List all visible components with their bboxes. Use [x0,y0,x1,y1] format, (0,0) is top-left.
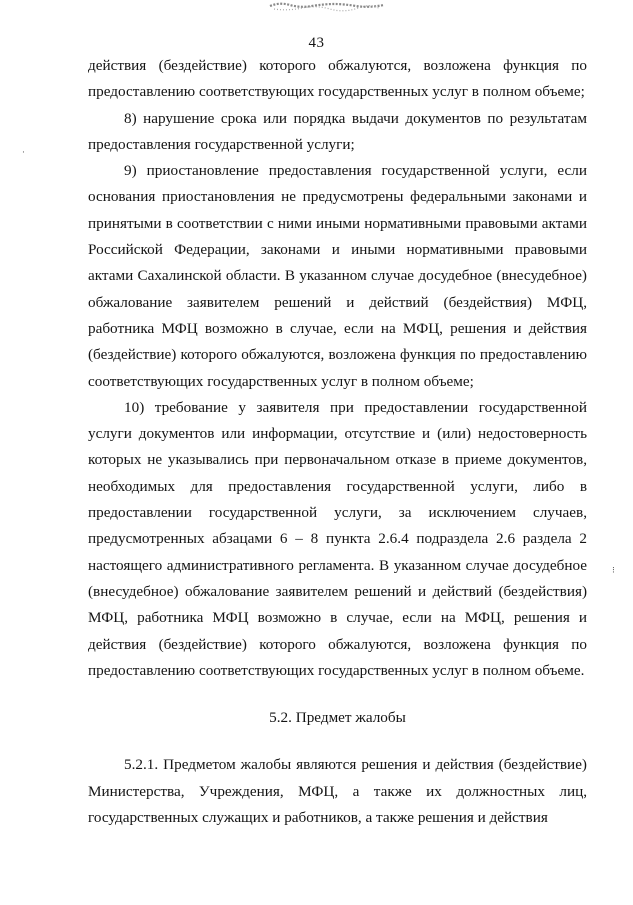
paragraph-item-9: 9) приостановление предоставления государственной услуги, если основания приостановления не предусмотрены федеральными законами и принятыми в соответствии с ними иными нормативными правовыми актами Российской Федерации, законами и иными нормативными правовыми актами Сахалинской области. В указанном случае досудебное (внесудебное) обжалование заявителем решений и действий (бездействия) МФЦ, работника МФЦ возможно в случае, если на МФЦ, решения и действия (бездействие) которого обжалуются, возложена функция по предоставлению соответствующих государственных услуг в полном объеме; [88,162,587,390]
paragraph-item-10: 10) требование у заявителя при предоставлении государственной услуги документов или информации, отсутствие и (или) недостоверность которых не указывались при первоначальном отказе в приеме документов, необходимых для предоставления государственной услуги, либо в предоставлении государственной услуги, за исключением случаев, предусмотренных абзацами 6 – 8 пункта 2.6.4 подраздела 2.6 раздела 2 настоящего административного регламента. В указанном случае досудебное (внесудебное) обжалование заявителем решений и действий (бездействия) МФЦ, работника МФЦ возможно в случае, если на МФЦ, решения и действия (бездействие) которого обжалуются, возложена функция по предоставлению соответствующих государственных услуг в полном объеме. [88,398,587,679]
paragraph-item-8: 8) нарушение срока или порядка выдачи документов по результатам предоставления государственной услуги; [88,109,587,153]
scan-artifact [268,0,386,13]
paragraph-continuation: действия (бездействие) которого обжалуются, возложена функция по предоставлению соответствующих государственных услуг в полном объеме; [88,57,587,101]
scan-speck: · [22,148,25,158]
scan-speck: ⁝ [612,566,615,576]
paragraph-5-2-1: 5.2.1. Предметом жалобы являются решения и действия (бездействие) Министерства, Учреждения, МФЦ, а также их должностных лиц, государственных служащих и работников, а также решения и действия [88,756,587,827]
section-heading: 5.2. Предмет жалобы [269,709,406,727]
page-number: 43 [308,35,325,51]
document-body [88,53,587,831]
